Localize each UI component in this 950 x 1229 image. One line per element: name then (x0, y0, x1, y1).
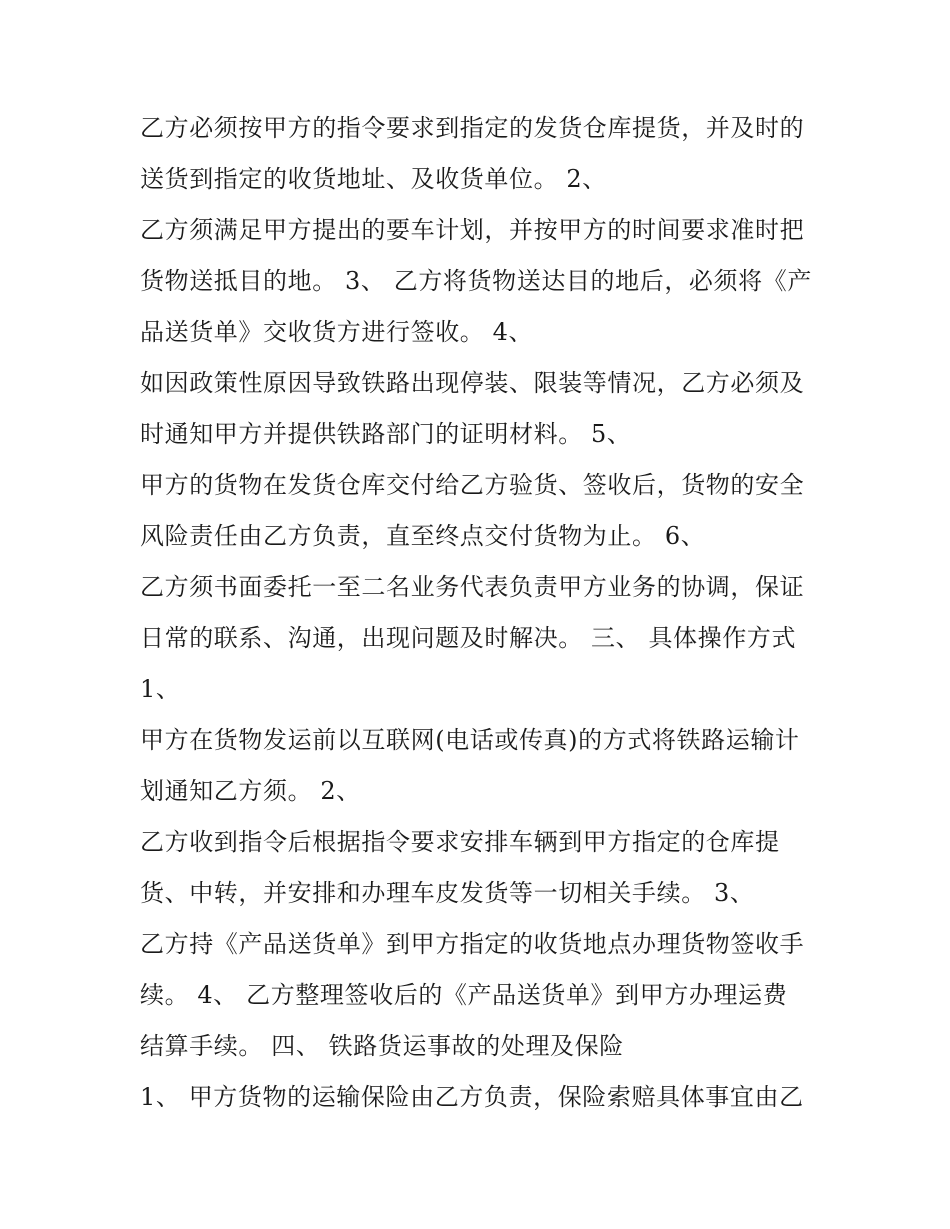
text-line: 乙方须书面委托一至二名业务代表负责甲方业务的协调，保证 (140, 573, 805, 601)
text-line: 乙方收到指令后根据指令要求安排车辆到甲方指定的仓库提 (140, 828, 780, 856)
text-line: 时通知甲方并提供铁路部门的证明材料。 5、 (140, 420, 632, 448)
text-line: 送货到指定的收货地址、及收货单位。 2、 (140, 165, 607, 193)
section-heading-line: 日常的联系、沟通，出现问题及时解决。 三、 具体操作方式 (140, 624, 797, 652)
text-line: 如因政策性原因导致铁路出现停装、限装等情况，乙方必须及 (140, 369, 805, 397)
text-line: 货物送抵目的地。 3、 乙方将货物送达目的地后，必须将《产 (140, 267, 812, 295)
text-line: 乙方持《产品送货单》到甲方指定的收货地点办理货物签收手 (140, 930, 805, 958)
text-line: 乙方须满足甲方提出的要车计划，并按甲方的时间要求准时把 (140, 216, 805, 244)
text-line: 甲方在货物发运前以互联网(电话或传真)的方式将铁路运输计 (140, 726, 800, 754)
text-line: 乙方必须按甲方的指令要求到指定的发货仓库提货，并及时的 (140, 114, 805, 142)
text-line: 品送货单》交收货方进行签收。 4、 (140, 318, 534, 346)
text-line: 1、 (140, 675, 181, 703)
document-body (140, 103, 820, 1123)
text-line: 货、中转，并安排和办理车皮发货等一切相关手续。 3、 (140, 879, 755, 907)
text-line: 风险责任由乙方负责，直至终点交付货物为止。 6、 (140, 522, 706, 550)
text-line: 续。 4、 乙方整理签收后的《产品送货单》到甲方办理运费 (140, 981, 788, 1009)
text-line: 划通知乙方须。 2、 (140, 777, 361, 805)
text-line: 甲方的货物在发货仓库交付给乙方验货、签收后，货物的安全 (140, 471, 805, 499)
text-line: 1、 甲方货物的运输保险由乙方负责，保险索赔具体事宜由乙 (140, 1083, 804, 1111)
section-heading-line: 结算手续。 四、 铁路货运事故的处理及保险 (140, 1032, 624, 1060)
